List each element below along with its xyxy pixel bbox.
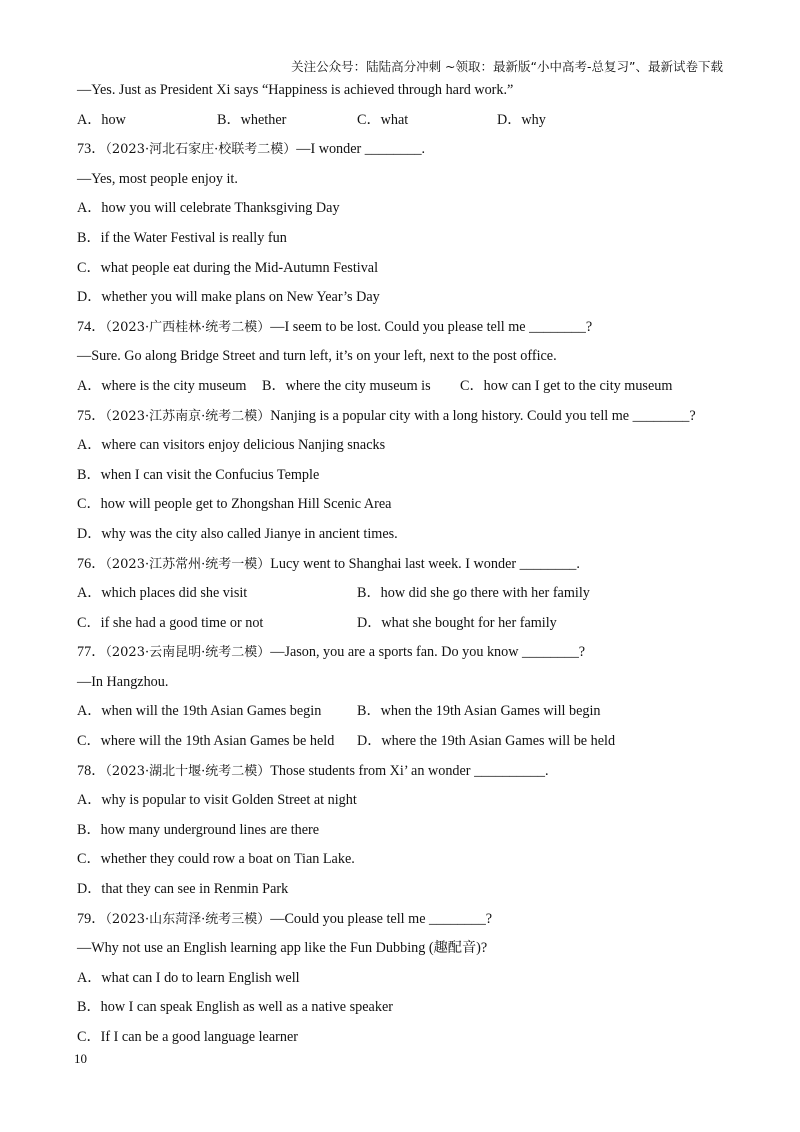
q79-reply: —Why not use an English learning app like the Fun Dubbing (趣配音)? (77, 940, 488, 957)
q76-stem-line (77, 550, 737, 580)
q76-options-row-1 (77, 579, 737, 609)
q73-number: 73． (77, 141, 106, 158)
page-number: 10 (74, 1051, 87, 1066)
q73-source: （2023·河北石家庄·校联考二模） (105, 142, 297, 158)
q76-source: （2023·江苏常州·统考一模） (105, 556, 271, 572)
q73-option-d: D．whether you will make plans on New Year’s Day (77, 289, 380, 306)
q72-options (77, 106, 737, 136)
q76-stem: Lucy went to Shanghai last week. I wonder ________. (270, 555, 580, 572)
q73-option-b: B．if the Water Festival is really fun (77, 229, 287, 246)
q78-stem-line (77, 757, 737, 787)
q77-options-row-2 (77, 727, 737, 757)
q79-source: （2023·山东菏泽·统考三模） (105, 911, 271, 927)
q77-options-row-1 (77, 697, 737, 727)
q74-option-a: A．where is the city museum (77, 377, 247, 394)
q78-option-d: D．that they can see in Renmin Park (77, 881, 289, 898)
q78-number: 78． (77, 762, 106, 779)
q79-stem-line (77, 905, 737, 935)
q78-option-c: C．whether they could row a boat on Tian Lake. (77, 851, 355, 868)
q74-options (77, 372, 737, 402)
q78-option-b: B．how many underground lines are there (77, 821, 320, 838)
q73-reply: —Yes, most people enjoy it. (77, 170, 238, 187)
q73-stem: —I wonder ________. (296, 141, 426, 158)
q79-option-c: C．If I can be a good language learner (77, 1029, 298, 1045)
q76-option-b: B．how did she go there with her family (357, 585, 590, 602)
q75-option-b: B．when I can visit the Confucius Temple (77, 466, 320, 483)
q75-option-d: D．why was the city also called Jianye in ancient times. (77, 525, 398, 542)
q75-number: 75． (77, 407, 106, 424)
q76-options-row-2 (77, 609, 737, 639)
q74-stem: —I seem to be lost. Could you please tell me ________? (270, 318, 593, 335)
q72-answer-line: —Yes. Just as President Xi says “Happiness is achieved through hard work.” (77, 82, 514, 98)
q73-option-c: C．what people eat during the Mid-Autumn Festival (77, 259, 379, 276)
q74-stem-line (77, 313, 737, 343)
q75-option-c: C．how will people get to Zhongshan Hill Scenic Area (77, 496, 392, 513)
q79-number: 79． (77, 910, 106, 927)
q77-source: （2023·云南昆明·统考二模） (105, 645, 271, 661)
q77-option-d: D．where the 19th Asian Games will be held (357, 733, 616, 750)
q77-stem: —Jason, you are a sports fan. Do you know ________? (270, 644, 586, 661)
q72-option-b: B．whether (217, 111, 287, 128)
q77-number: 77． (77, 644, 106, 661)
q75-source: （2023·江苏南京·统考二模） (105, 408, 271, 424)
page-header: 关注公众号：陆陆高分冲刺 ~领取：最新版“小中高考-总复习”、最新试卷下载 (291, 59, 723, 74)
q78-option-a: A．why is popular to visit Golden Street at night (77, 792, 357, 809)
q79-option-a: A．what can I do to learn English well (77, 969, 300, 986)
q73-option-a: A．how you will celebrate Thanksgiving Day (77, 200, 340, 217)
q77-option-b: B．when the 19th Asian Games will begin (357, 703, 601, 720)
q75-stem: Nanjing is a popular city with a long history. Could you tell me ________? (270, 407, 696, 424)
q75-stem-line (77, 402, 737, 432)
q75-option-a: A．where can visitors enjoy delicious Nanjing snacks (77, 437, 386, 454)
q74-reply: —Sure. Go along Bridge Street and turn left, it’s on your left, next to the post office. (77, 348, 557, 365)
q77-option-a: A．when will the 19th Asian Games begin (77, 703, 322, 720)
q77-option-c: C．where will the 19th Asian Games be held (77, 733, 335, 750)
q74-option-c: C．how can I get to the city museum (460, 377, 673, 394)
question-list (77, 76, 737, 1053)
q77-reply: —In Hangzhou. (77, 673, 169, 690)
q74-option-b: B．where the city museum is (262, 377, 431, 394)
q78-source: （2023·湖北十堰·统考二模） (105, 763, 271, 779)
q79-option-b: B．how I can speak English as well as a native speaker (77, 999, 393, 1016)
q77-stem-line (77, 638, 737, 668)
q76-number: 76． (77, 555, 106, 572)
q72-option-d: D．why (497, 111, 546, 128)
q73-stem-line (77, 135, 737, 165)
q79-stem: —Could you please tell me ________? (270, 910, 493, 927)
q72-option-a: A．how (77, 111, 126, 128)
q78-stem: Those students from Xi’ an wonder __________. (270, 762, 549, 779)
q74-source: （2023·广西桂林·统考二模） (105, 319, 271, 335)
q72-option-c: C．what (357, 111, 409, 128)
q74-number: 74． (77, 318, 106, 335)
q76-option-d: D．what she bought for her family (357, 614, 557, 631)
q76-option-a: A．which places did she visit (77, 585, 248, 602)
q76-option-c: C．if she had a good time or not (77, 614, 264, 631)
